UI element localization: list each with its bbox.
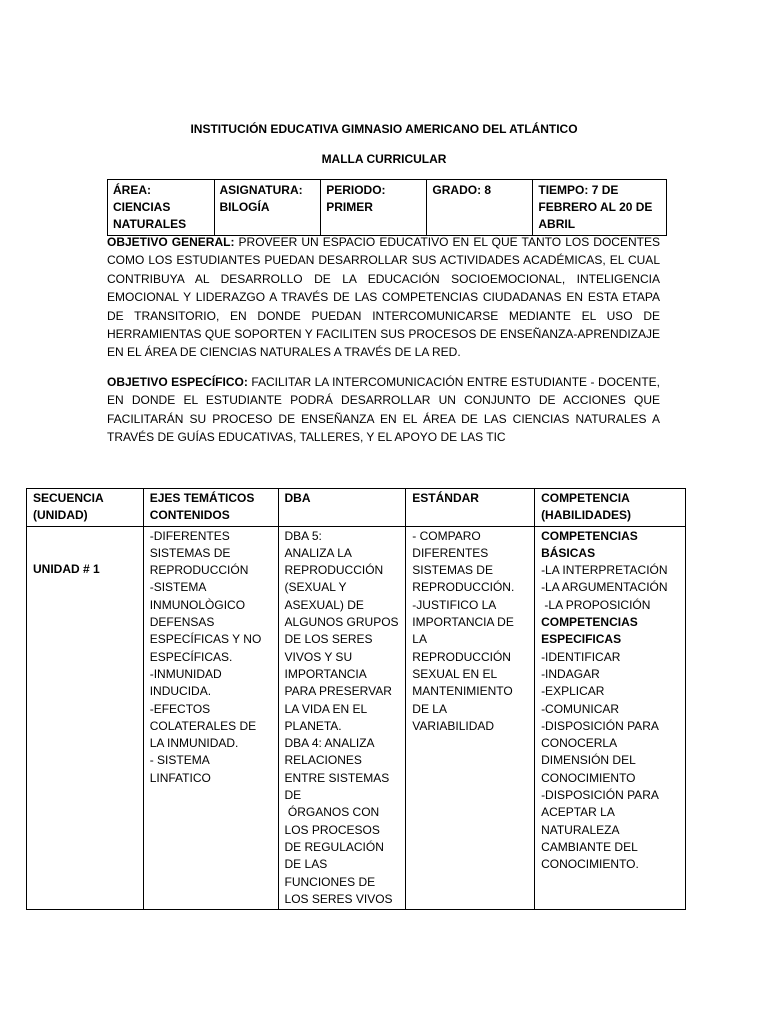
competencia-line: -INDAGAR (541, 666, 600, 681)
estandar-cell: - COMPARO DIFERENTES SISTEMAS DE REPRODUCCIÓN. -JUSTIFICO LA IMPORTANCIA DE LA REPRODUCCIÓN SEXUAL EN EL MANTENIMIENTO DE LA VARIABILIDAD (406, 526, 535, 910)
header-secuencia: SECUENCIA (UNIDAD) (27, 489, 144, 527)
dba-cell: DBA 5: ANALIZA LA REPRODUCCIÓN (SEXUAL Y ASEXUAL) DE ALGUNOS GRUPOS DE LOS SERES VIVOS Y SU IMPORTANCIA PARA PRESERVAR LA VIDA EN EL PLANETA. DBA 4: ANALIZA RELACIONES ENTRE SISTEMAS DE ÓRGANOS CON LOS PROCESOS DE REGULACIÓN DE LAS FUNCIONES DE LOS SERES VIVOS (278, 526, 406, 910)
area-cell: ÁREA: CIENCIAS NATURALES (108, 180, 215, 236)
tiempo-cell: TIEMPO: 7 DE FEBRERO AL 20 DE ABRIL (533, 180, 667, 236)
competencia-line: -LA ARGUMENTACIÓN (541, 580, 668, 595)
competencia-line: -COMUNICAR (541, 701, 620, 716)
competencia-line: -LA PROPOSICIÓN (541, 597, 651, 612)
header-competencia: COMPETENCIA (HABILIDADES) (535, 489, 686, 527)
objetivo-especifico-text: FACILITAR LA INTERCOMUNICACIÓN ENTRE ESTUDIANTE - DOCENTE, EN DONDE EL ESTUDIANTE PODRÁ DESARROLLAR UN CONJUNTO DE ACCIONES QUE FACILITARÁN SU PROCESO DE ENSEÑANZA EN EL ÁREA DE LAS CIENCIAS NATURALES A TRAVÉS DE GUÍAS EDUCATIVAS, TALLERES, Y EL APOYO DE LAS TIC (107, 375, 660, 445)
ejes-cell: -DIFERENTES SISTEMAS DE REPRODUCCIÓN -SISTEMA INMUNOLÒGICO DEFENSAS ESPECÍFICAS Y NO ESPECÍFICAS. -INMUNIDAD INDUCIDA. -EFECTOS COLATERALES DE LA INMUNIDAD. - SISTEMA LINFATICO (143, 526, 278, 910)
competencia-line: -IDENTIFICAR (541, 649, 621, 664)
objetivo-general-text: PROVEER UN ESPACIO EDUCATIVO EN EL QUE TANTO LOS DOCENTES COMO LOS ESTUDIANTES PUEDAN DESARROLLAR SUS ACTIVIDADES ACADÉMICAS, EL CUAL CONTRIBUYA AL DESARROLLO DE LA EDUCACIÓN SOCIOEMOCIONAL, INTELIGENCIA EMOCIONAL Y LIDERAZGO A TRAVÉS DE LAS COMPETENCIAS CIUDADANAS EN ESTA ETAPA DE TRANSITORIO, EN DONDE PUEDAN INTERCOMUNICARSE MEDIANTE EL USO DE HERRAMIENTAS QUE SOPORTEN Y FACILITEN SUS PROCESOS DE ENSEÑANZA-APRENDIZAJE EN EL ÁREA DE CIENCIAS NATURALES A TRAVÉS DE LA RED. (107, 235, 660, 360)
curriculum-header-row (27, 489, 686, 527)
competencia-line: COMPETENCIAS BÁSICAS (541, 528, 642, 560)
competencia-line: -EXPLICAR (541, 684, 605, 699)
asignatura-cell: ASIGNATURA: BILOGÍA (214, 180, 321, 236)
competencia-line: -DISPOSICIÓN PARA ACEPTAR LA NATURALEZA CAMBIANTE DEL CONOCIMIENTO. (541, 788, 661, 872)
curriculum-row (27, 526, 686, 910)
competencia-line: -DISPOSICIÓN PARA CONOCERLA DIMENSIÓN DEL CONOCIMIENTO (541, 718, 662, 785)
objetivo-general-label: OBJETIVO GENERAL: (107, 235, 235, 249)
objetivo-especifico (107, 373, 660, 447)
unidad-cell: UNIDAD # 1 (27, 526, 144, 910)
header-dba: DBA (278, 489, 406, 527)
competencia-line: COMPETENCIAS ESPECIFICAS (541, 615, 642, 647)
objetivo-general (107, 233, 660, 362)
curriculum-table (26, 488, 686, 910)
competencia-cell (535, 526, 686, 910)
header-table-row (108, 180, 667, 236)
periodo-cell: PERIODO: PRIMER (321, 180, 427, 236)
competencia-line: -LA INTERPRETACIÓN (541, 563, 668, 578)
header-table (107, 179, 667, 236)
document-subtitle: MALLA CURRICULAR (321, 152, 447, 166)
header-ejes: EJES TEMÁTICOS CONTENIDOS (143, 489, 278, 527)
grado-cell: GRADO: 8 (427, 180, 533, 236)
document-title: INSTITUCIÓN EDUCATIVA GIMNASIO AMERICANO DEL ATLÁNTICO (190, 122, 578, 136)
objetivo-especifico-label: OBJETIVO ESPECÍFICO: (107, 375, 248, 389)
header-estandar: ESTÁNDAR (406, 489, 535, 527)
